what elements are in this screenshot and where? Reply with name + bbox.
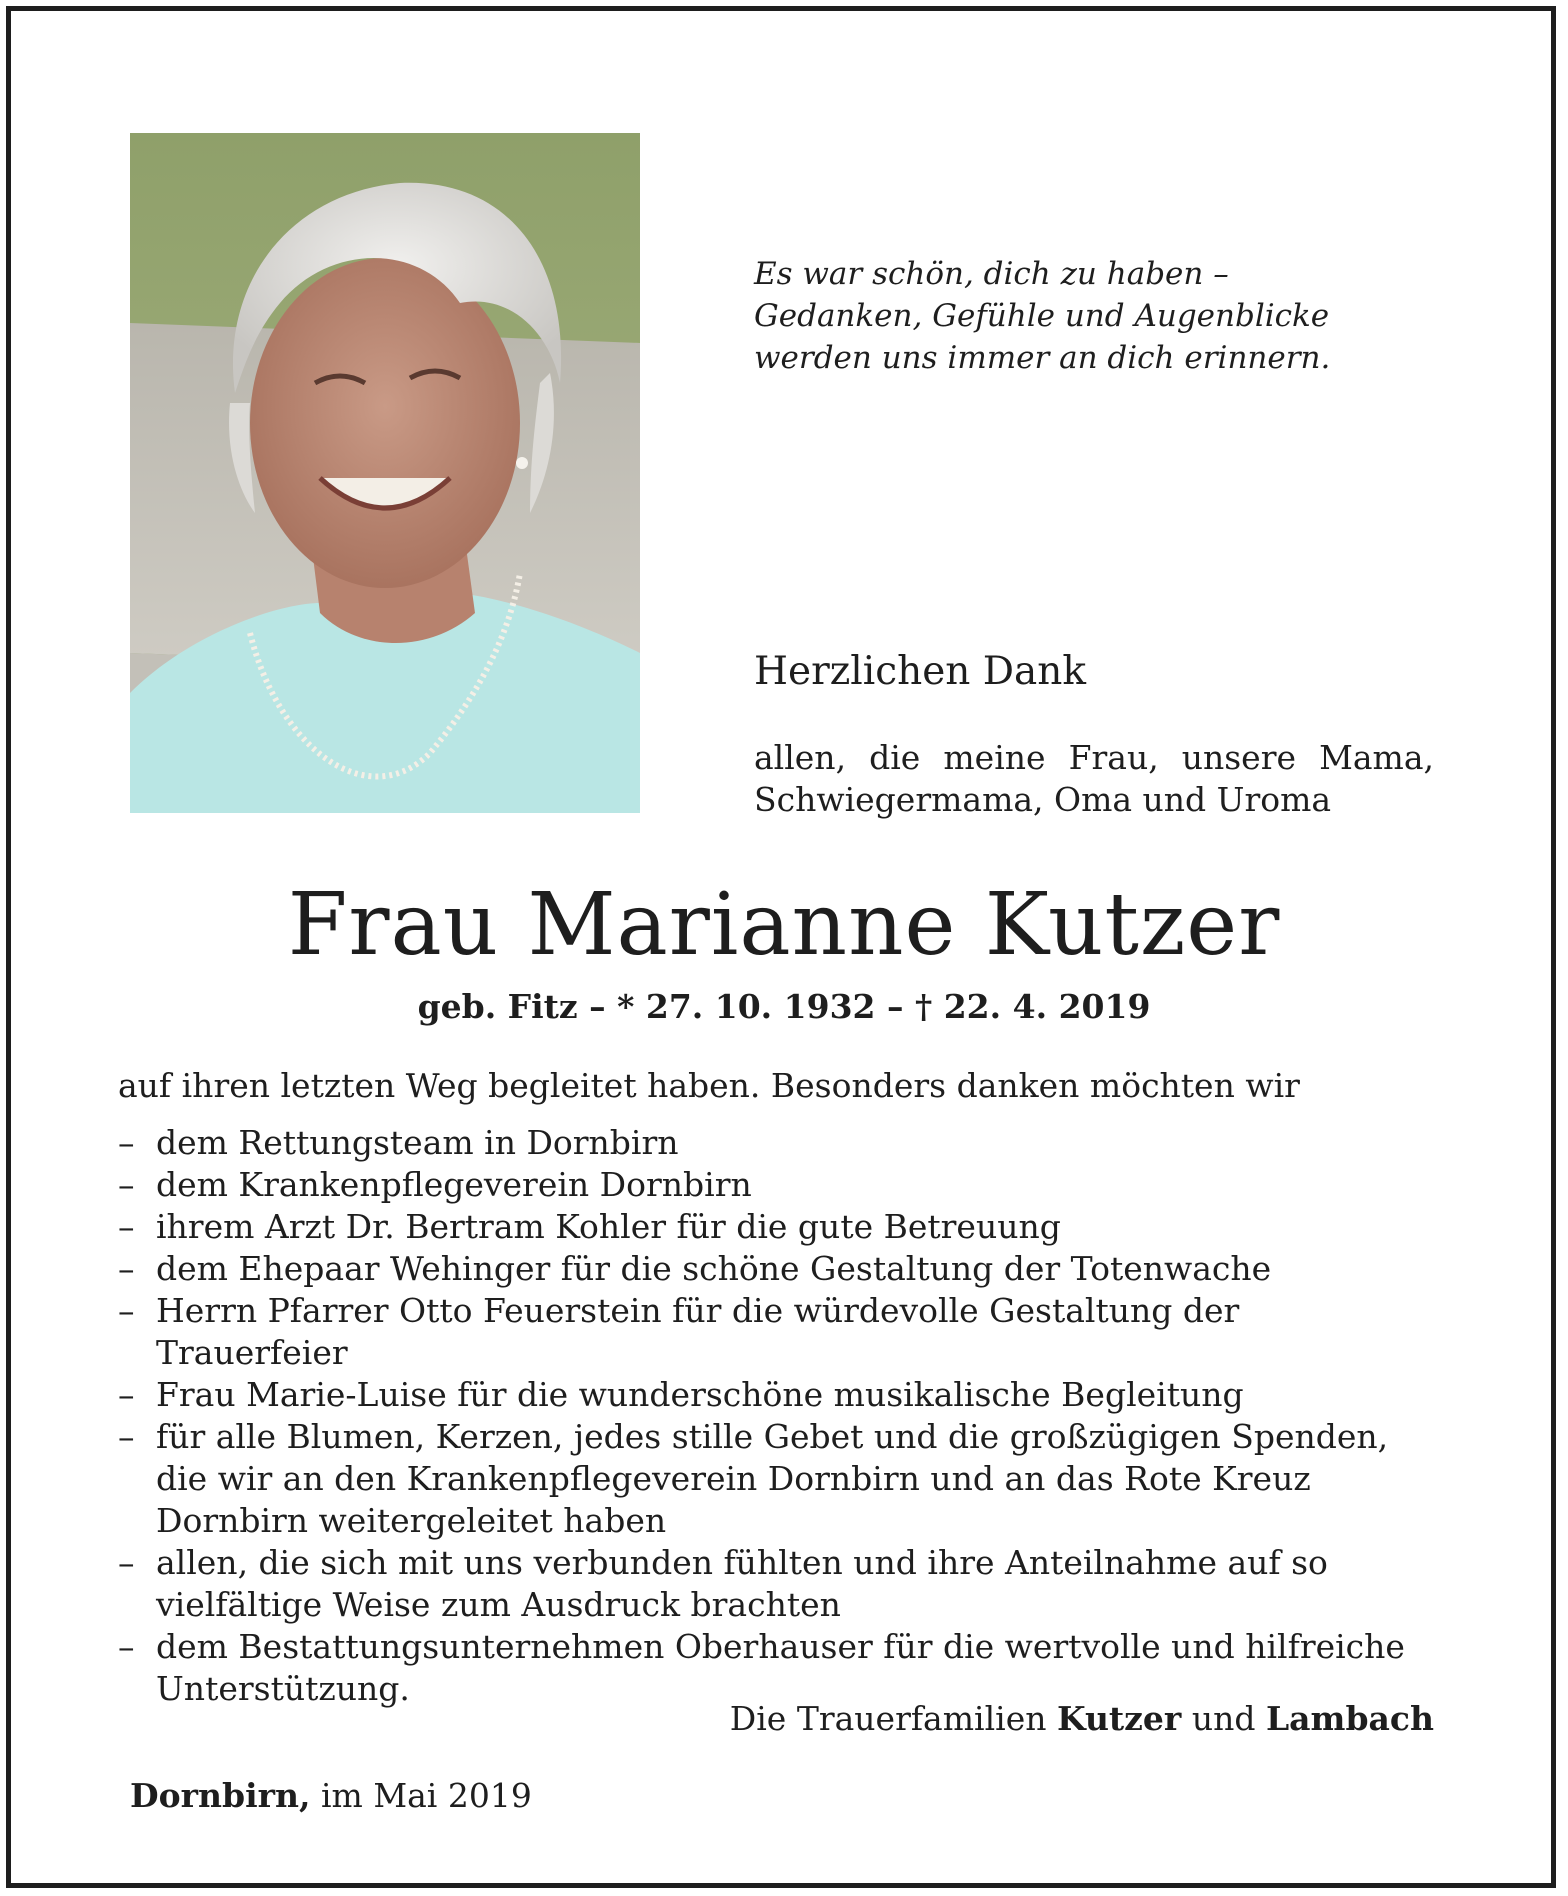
dash-marker: –	[118, 1207, 135, 1246]
dash-marker: –	[118, 1417, 135, 1456]
list-item	[118, 1374, 1438, 1416]
thanks-list	[118, 1122, 1438, 1710]
signature-prefix: Die Trauerfamilien	[729, 1699, 1047, 1738]
list-item	[118, 1248, 1438, 1290]
list-item	[118, 1206, 1438, 1248]
portrait-photo	[130, 133, 640, 813]
thanks-heading: Herzlichen Dank	[754, 649, 1087, 694]
quote-line: werden uns immer an dich erinnern.	[754, 340, 1331, 376]
list-item	[118, 1164, 1438, 1206]
thanks-line: Schwiegermama, Oma und Uroma	[754, 780, 1332, 819]
quote-line: Gedanken, Gefühle und Augenblicke	[754, 298, 1330, 334]
quote-line: Es war schön, dich zu haben –	[754, 256, 1229, 292]
dash-marker: –	[118, 1375, 135, 1414]
list-item-text: ihrem Arzt Dr. Bertram Kohler für die gute Betreuung	[156, 1207, 1061, 1246]
list-item-text: dem Ehepaar Wehinger für die schöne Gestaltung der Totenwache	[156, 1249, 1272, 1288]
dash-marker: –	[118, 1627, 135, 1666]
dash-marker: –	[118, 1165, 135, 1204]
body-intro: auf ihren letzten Weg begleitet haben. Besonders danken möchten wir	[118, 1066, 1300, 1105]
list-item	[118, 1416, 1438, 1542]
place-date-text: im Mai 2019	[321, 1776, 532, 1815]
deceased-dates: geb. Fitz – * 27. 10. 1932 – † 22. 4. 2019	[417, 987, 1151, 1026]
signature	[730, 1697, 1434, 1741]
memorial-quote	[754, 253, 1454, 379]
list-item-text: dem Krankenpflegeverein Dornbirn	[156, 1165, 752, 1204]
list-item	[118, 1542, 1438, 1626]
list-item-text: dem Bestattungsunternehmen Oberhauser für die wertvolle und hilfreiche Unterstützung.	[156, 1627, 1405, 1708]
family-name-2: Lambach	[1265, 1699, 1434, 1738]
list-item	[118, 1122, 1438, 1164]
thanks-line: allen, die meine Frau, unsere Mama,	[754, 738, 1434, 777]
thanks-text	[754, 737, 1434, 821]
dash-marker: –	[118, 1291, 135, 1330]
list-item	[118, 1290, 1438, 1374]
family-name-1: Kutzer	[1056, 1699, 1182, 1738]
list-item-text: Herrn Pfarrer Otto Feuerstein für die würdevolle Gestaltung der Trauerfeier	[156, 1291, 1240, 1372]
list-item-text: dem Rettungsteam in Dornbirn	[156, 1123, 679, 1162]
dash-marker: –	[118, 1123, 135, 1162]
list-item-text: allen, die sich mit uns verbunden fühlten und ihre Anteilnahme auf so vielfältige Weise zum Ausdruck brachten	[156, 1543, 1328, 1624]
place-city: Dornbirn,	[130, 1776, 311, 1815]
signature-joiner: und	[1191, 1699, 1256, 1738]
place-date	[130, 1774, 532, 1818]
deceased-name: Frau Marianne Kutzer	[287, 875, 1281, 975]
dash-marker: –	[118, 1249, 135, 1288]
list-item-text: für alle Blumen, Kerzen, jedes stille Gebet und die großzügigen Spenden, die wir an den Krankenpflegeverein Dornbirn und an das Rote Kreuz Dornbirn weitergeleitet haben	[156, 1417, 1389, 1540]
dash-marker: –	[118, 1543, 135, 1582]
portrait-image	[130, 133, 640, 813]
list-item-text: Frau Marie-Luise für die wunderschöne musikalische Begleitung	[156, 1375, 1244, 1414]
